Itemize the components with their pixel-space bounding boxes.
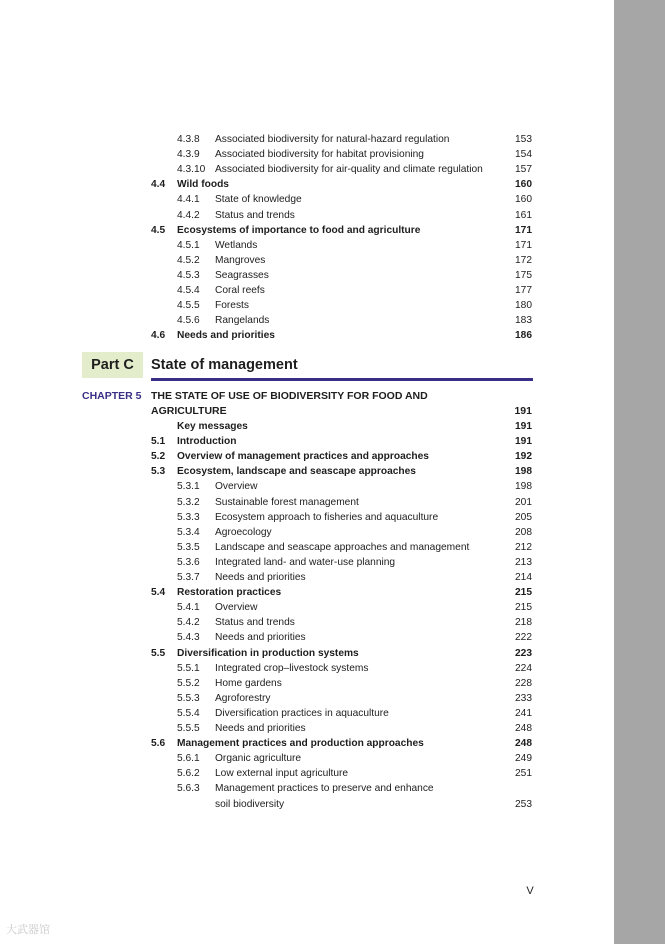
toc-entry-title: Introduction [177,436,237,448]
toc-entry-page: 218 [515,617,532,629]
toc-entry-page: 160 [515,179,532,191]
toc-entry-number: 4.3.9 [177,149,200,161]
toc-entry-title: Wetlands [215,239,258,251]
toc-entry-page: 215 [515,602,532,614]
toc-entry[interactable] [0,147,614,162]
chapter-label: CHAPTER 5 [82,390,142,402]
toc-entry-number: 5.5.1 [177,662,200,674]
toc-entry-page: 192 [515,451,532,463]
part-divider [151,378,533,381]
toc-entry-number: 5.4.3 [177,632,200,644]
toc-entry-title: Rangelands [215,315,270,327]
toc-entry-number: 5.4.2 [177,617,200,629]
toc-entry-number: 5.6.1 [177,753,200,765]
toc-entry-number: 5.6.2 [177,768,200,780]
toc-entry-page: 241 [515,707,532,719]
toc-entry[interactable] [0,615,614,630]
toc-entry-title: Agroforestry [215,692,271,704]
toc-entry-number: 5.5 [151,647,166,659]
toc-entry-page: 157 [515,164,532,176]
toc-entry[interactable] [0,434,614,449]
toc-entry-title: soil biodiversity [215,798,285,810]
toc-entry-number: 4.5.5 [177,300,200,312]
toc-entry-page: 171 [515,239,532,251]
toc-entry-title: Needs and priorities [215,632,306,644]
toc-entry-title: Restoration practices [177,587,282,599]
toc-entry-page: 183 [515,315,532,327]
toc-entry-title: Wild foods [177,179,229,191]
toc-entry-title: Forests [215,300,249,312]
toc-entry-number: 4.5.1 [177,239,200,251]
toc-entry-page: 153 [515,134,532,145]
part-title: State of management [151,357,298,373]
toc-entry-number: 4.5.6 [177,315,200,327]
toc-entry-number: 4.4.1 [177,194,200,206]
watermark-text: 大武器馆 [6,924,50,936]
toc-entry-title: Agroecology [215,526,272,538]
toc-entry[interactable] [0,223,614,238]
toc-entry[interactable] [0,238,614,253]
toc-entry[interactable] [0,464,614,479]
toc-entry-number: 5.2 [151,451,166,463]
toc-entry[interactable] [0,525,614,540]
toc-entry[interactable] [0,419,614,434]
toc-entry-page: 248 [515,738,532,750]
toc-entry-page: 172 [515,254,532,266]
toc-entry[interactable] [0,676,614,691]
toc-entry-number: 4.5.4 [177,285,200,296]
toc-entry-number: 4.4.2 [177,209,200,221]
toc-entry-title: Management practices to preserve and enhance [215,783,434,795]
toc-entry[interactable] [0,253,614,268]
toc-entry[interactable] [0,706,614,721]
page-margin-band [614,0,665,944]
toc-entry-title: Needs and priorities [215,723,306,734]
toc-entry-title: Status and trends [215,617,295,629]
toc-entry[interactable] [0,646,614,661]
toc-entry-title: Management practices and production approaches [177,738,424,750]
toc-entry-page: 214 [515,572,532,583]
toc-entry-number: 5.5.3 [177,692,200,704]
toc-entry-page: 171 [515,224,532,236]
toc-entry-number: 4.5 [151,224,166,236]
toc-entry-title: Landscape and seascape approaches and management [215,541,470,553]
toc-entry-title: Integrated crop–livestock systems [215,662,369,674]
toc-entry[interactable] [0,751,614,766]
chapter-page-number: 191 [514,405,532,417]
toc-entry-number: 5.3.7 [177,572,200,583]
toc-entry-page: 198 [515,481,532,493]
toc-entry-number: 5.5.4 [177,707,200,719]
toc-entry-page: 191 [515,436,532,448]
toc-entry[interactable] [0,585,614,600]
toc-entry-number: 5.3.2 [177,496,200,508]
part-label: Part C [91,357,134,373]
toc-entry-page: 191 [515,421,532,432]
toc-entry-title: Associated biodiversity for air-quality and climate regulation [215,164,483,176]
toc-entry-number: 5.6 [151,738,166,750]
toc-entry-title: Mangroves [215,254,266,266]
toc-entry-number: 5.5.5 [177,723,200,734]
toc-entry-page: 180 [515,300,532,312]
toc-entry[interactable] [0,766,614,781]
toc-entry-title: Sustainable forest management [215,496,359,508]
toc-entry[interactable] [0,132,614,147]
toc-entry-page: 160 [515,194,532,206]
toc-entry[interactable] [0,781,614,796]
toc-entry[interactable] [0,721,614,736]
toc-entry-page: 161 [515,209,532,221]
toc-entry-page: 205 [515,511,532,523]
toc-entry-page: 198 [515,466,532,478]
toc-entry-page: 177 [515,285,532,296]
toc-entry-number: 5.4.1 [177,602,200,614]
toc-entry-page: 249 [515,753,532,765]
toc-entry-page: 222 [515,632,532,644]
toc-entry-number: 4.4 [151,179,166,191]
toc-entry-page: 223 [515,647,532,659]
toc-entry-number: 5.3.6 [177,556,200,568]
toc-entry-title: State of knowledge [215,194,302,206]
toc-entry-number: 4.3.10 [177,164,206,176]
toc-entry-page: 228 [515,677,532,689]
toc-entry-title: Overview of management practices and approaches [177,451,429,463]
toc-entry[interactable] [0,283,614,298]
toc-entry[interactable] [0,570,614,585]
toc-entry-page: 213 [515,556,532,568]
toc-entry[interactable] [0,162,614,177]
page-folio: V [526,885,534,897]
toc-entry-title: Overview [215,481,258,493]
toc-entry-number: 5.4 [151,587,166,599]
toc-entry-page: 253 [515,798,532,810]
toc-entry-page: 212 [515,541,532,553]
toc-entry-title: Needs and priorities [177,330,275,342]
toc-entry[interactable] [0,328,614,343]
toc-entry[interactable] [0,268,614,283]
toc-entry-title: Low external input agriculture [215,768,349,780]
toc-entry[interactable] [0,630,614,645]
toc-entry-page: 208 [515,526,532,538]
toc-entry-title: Needs and priorities [215,572,306,583]
toc-entry-page: 175 [515,269,532,281]
toc-entry-title: Overview [215,602,258,614]
toc-entry-number: 5.3.1 [177,481,200,493]
toc-entry[interactable] [0,510,614,525]
toc-entry-page: 215 [515,587,532,599]
toc-entry[interactable] [0,736,614,751]
toc-entry-page: 224 [515,662,532,674]
toc-entry[interactable] [0,313,614,328]
toc-entry-number: 5.3.4 [177,526,200,538]
toc-entry-title: Organic agriculture [215,753,302,765]
toc-entry-title: Ecosystem approach to fisheries and aquaculture [215,511,439,523]
toc-entry[interactable] [0,298,614,313]
toc-entry-title: Coral reefs [215,285,265,296]
toc-entry-number: 5.3.3 [177,511,200,523]
toc-entry-title: Diversification practices in aquaculture [215,707,389,719]
toc-entry-page: 248 [515,723,532,734]
toc-entry-page: 154 [515,149,532,161]
toc-entry[interactable] [0,691,614,706]
toc-entry-title: Ecosystem, landscape and seascape approaches [177,466,416,478]
toc-entry-number: 5.6.3 [177,783,200,795]
toc-entry-title: Associated biodiversity for habitat provisioning [215,149,424,161]
toc-entry-title: Ecosystems of importance to food and agriculture [177,224,421,236]
toc-entry-number: 5.3.5 [177,541,200,553]
toc-entry[interactable] [0,540,614,555]
toc-entry-number: 4.3.8 [177,134,200,145]
toc-entry[interactable] [0,555,614,570]
toc-entry[interactable] [0,600,614,615]
toc-entry-number: 5.5.2 [177,677,200,689]
chapter-title: THE STATE OF USE OF BIODIVERSITY FOR FOOD AND AGRICULTURE [151,390,428,417]
toc-entry[interactable] [0,192,614,207]
toc-entry-title: Status and trends [215,209,295,221]
toc-entry-title: Integrated land- and water-use planning [215,556,396,568]
toc-entry-title: Diversification in production systems [177,647,359,659]
toc-entry-page: 233 [515,692,532,704]
toc-entry-number: 4.5.2 [177,254,200,266]
toc-entry-number: 5.3 [151,466,166,478]
toc-entry-page: 201 [515,496,532,508]
toc-entry-number: 4.5.3 [177,269,200,281]
toc-entry[interactable] [0,208,614,223]
toc-entry-title: Associated biodiversity for natural-hazard regulation [215,134,450,145]
toc-entry-page: 186 [515,330,532,342]
toc-entry[interactable] [0,495,614,510]
toc-entry[interactable] [0,449,614,464]
toc-entry-number: 4.6 [151,330,166,342]
toc-entry[interactable] [0,661,614,676]
toc-entry[interactable] [0,177,614,192]
toc-entry-title: Key messages [177,421,248,432]
toc-entry[interactable] [0,797,614,812]
toc-entry[interactable] [0,479,614,494]
toc-entry-title: Seagrasses [215,269,269,281]
toc-entry-page: 251 [515,768,532,780]
toc-entry-title: Home gardens [215,677,282,689]
toc-entry-number: 5.1 [151,436,166,448]
